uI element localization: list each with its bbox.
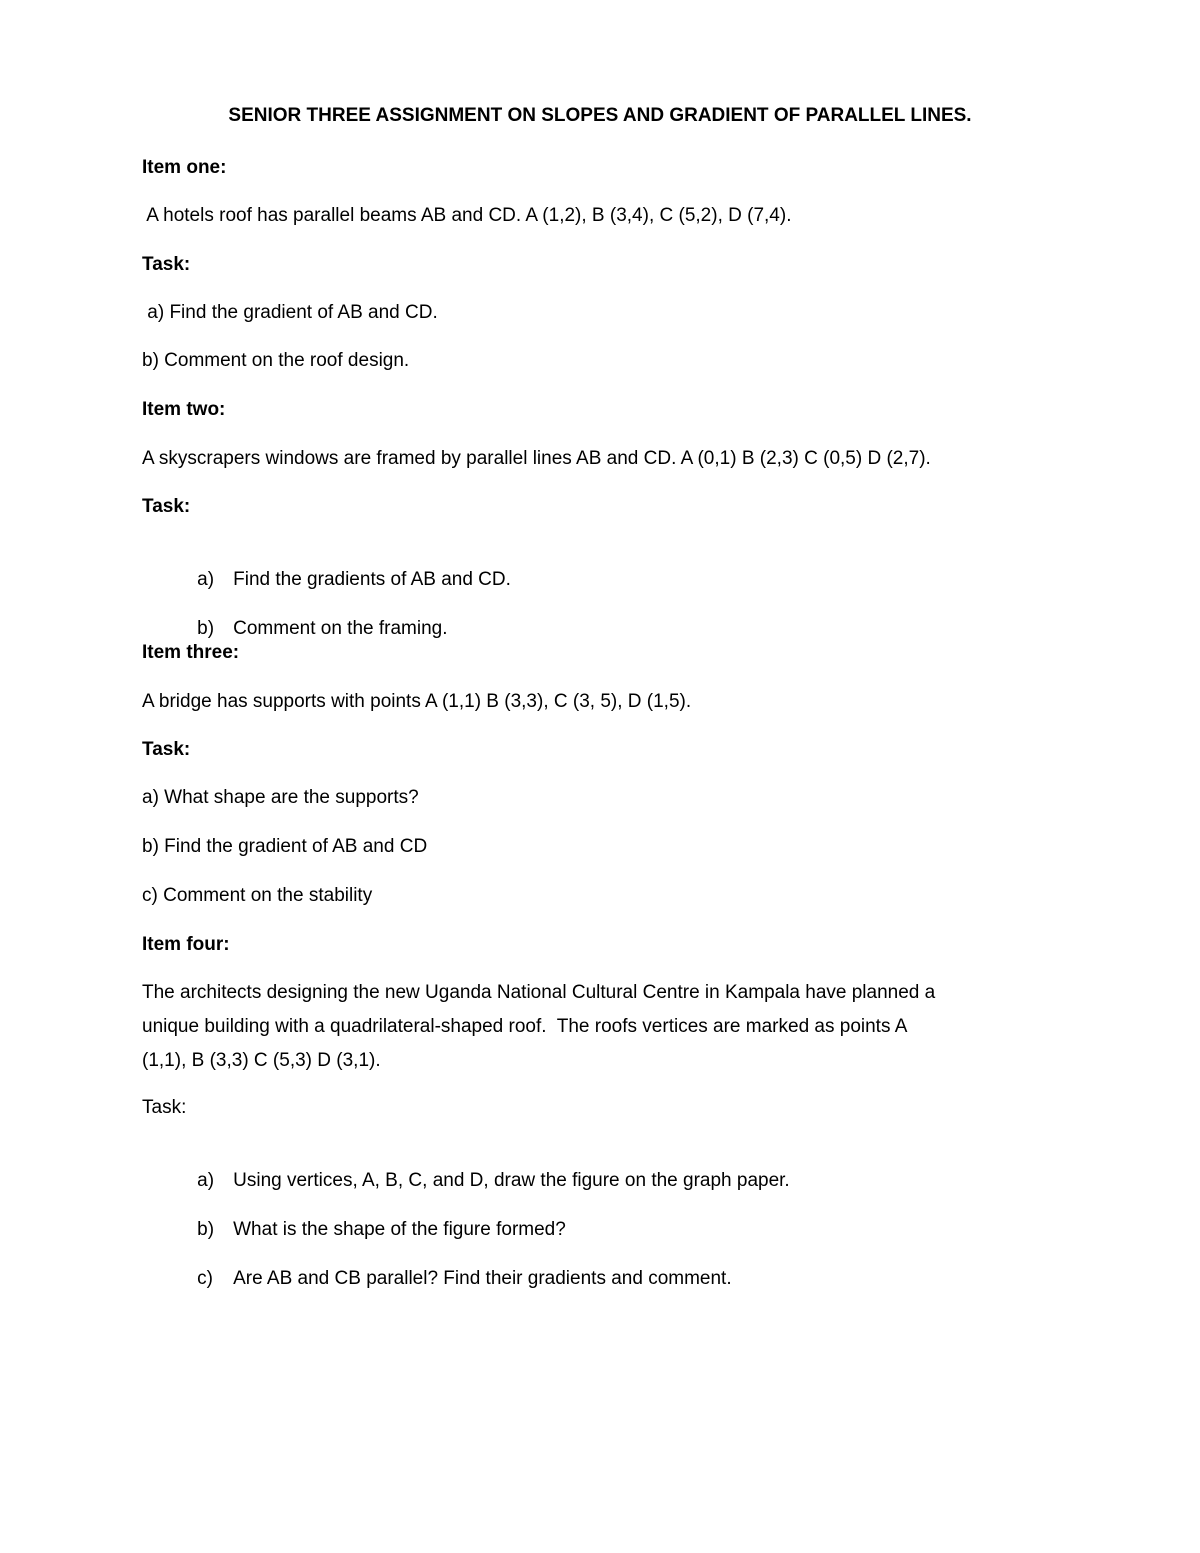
item-two-text: A skyscrapers windows are framed by parallel lines AB and CD. A (0,1) B (2,3) C (0,5) D (2,7). [142, 448, 931, 469]
item-four-text-line-2: unique building with a quadrilateral-shaped roof. The roofs vertices are marked as points A [142, 1016, 908, 1037]
item-three-task-label: Task: [142, 739, 191, 760]
item-four-heading: Item four: [142, 934, 230, 955]
item-four-task-c [176, 1243, 732, 1315]
item-four-task-label: Task: [142, 1097, 187, 1118]
item-four-text-line-3: (1,1), B (3,3) C (5,3) D (3,1). [142, 1050, 381, 1071]
list-marker: c) [197, 1268, 213, 1289]
item-one-heading: Item one: [142, 157, 227, 178]
list-text: Find the gradients of AB and CD. [233, 569, 511, 590]
list-text: Comment on the framing. [233, 618, 448, 639]
page-title: SENIOR THREE ASSIGNMENT ON SLOPES AND GRADIENT OF PARALLEL LINES. [228, 105, 972, 126]
list-marker: b) [197, 618, 215, 639]
list-marker: a) [197, 569, 215, 590]
item-one-text: A hotels roof has parallel beams AB and CD. A (1,2), B (3,4), C (5,2), D (7,4). [142, 205, 792, 226]
item-three-heading: Item three: [142, 642, 240, 663]
item-three-task-a: a) What shape are the supports? [142, 787, 419, 808]
item-one-task-b: b) Comment on the roof design. [142, 350, 410, 371]
list-marker: a) [197, 1170, 215, 1191]
item-one-task-label: Task: [142, 254, 191, 275]
list-marker: b) [197, 1219, 215, 1240]
item-two-heading: Item two: [142, 399, 226, 420]
item-three-task-c: c) Comment on the stability [142, 885, 373, 906]
item-one-task-a: a) Find the gradient of AB and CD. [142, 302, 438, 323]
item-four-text-line-1: The architects designing the new Uganda National Cultural Centre in Kampala have planned a [142, 982, 936, 1003]
item-two-task-label: Task: [142, 496, 191, 517]
item-three-task-b: b) Find the gradient of AB and CD [142, 836, 428, 857]
list-text: What is the shape of the figure formed? [233, 1219, 566, 1240]
list-text: Using vertices, A, B, C, and D, draw the figure on the graph paper. [233, 1170, 790, 1191]
list-text: Are AB and CB parallel? Find their gradients and comment. [233, 1268, 732, 1289]
item-three-text: A bridge has supports with points A (1,1) B (3,3), C (3, 5), D (1,5). [142, 691, 692, 712]
